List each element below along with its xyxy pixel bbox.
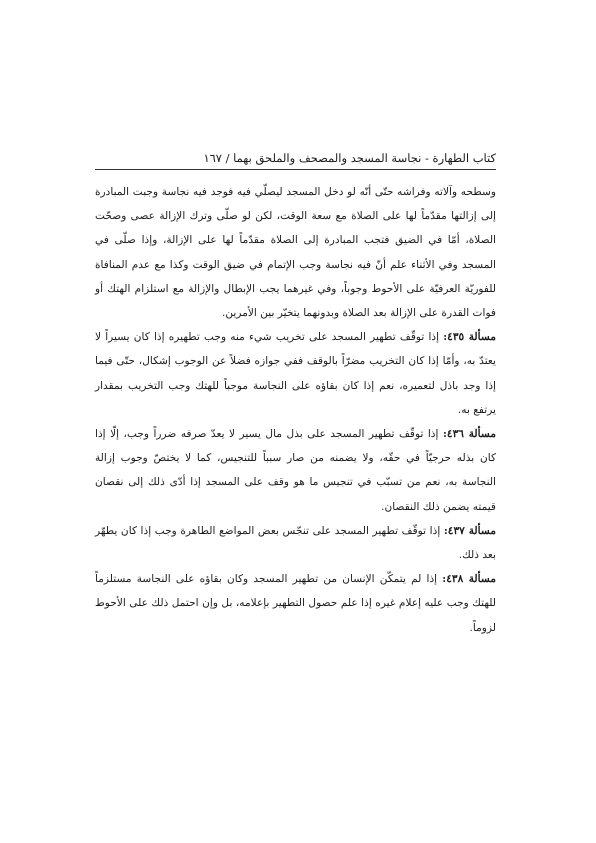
paragraph-text: إذا لم يتمكّن الإنسان من تطهير المسجد وكان بقاؤه على النجاسة مستلزماً للهتك وجب عليه إعلام غيره إذا علم حصول التطهير بإعلامه، بل وإن احتمل ذلك على الأحوط لزوماً. bbox=[95, 573, 496, 634]
masala-label: مسألة ٤٣٦: bbox=[442, 428, 497, 441]
masala-label: مسألة ٤٣٥: bbox=[443, 331, 496, 344]
paragraph-masala-438 bbox=[95, 567, 496, 640]
masala-label: مسألة ٤٣٧: bbox=[443, 524, 496, 537]
running-header bbox=[95, 150, 496, 166]
paragraph-masala-435 bbox=[95, 325, 496, 422]
running-title: كتاب الطهارة - نجاسة المسجد والمصحف والملحق بهما / ١٦٧ bbox=[203, 151, 496, 165]
paragraph-continuation bbox=[95, 180, 496, 325]
header-rule bbox=[95, 169, 496, 170]
paragraph-masala-437 bbox=[95, 519, 496, 567]
page-body bbox=[95, 180, 496, 640]
paragraph-text: إذا توقّف تطهير المسجد على بذل مال يسير لا يعدّ صرفه ضرراً وجب، إلّا إذا كان بذله حرجيّاً في حقّه، ولا يضمنه من صار سبباً للتنجيس، كما لا يختصّ وجوب إزالة النجاسة به، نعم من تسبّب في تنجيس ما هو وقف على المسجد إذا أدّى ذلك إلى نقصان قيمته يضمن ذلك النقصان. bbox=[95, 428, 496, 513]
masala-label: مسألة ٤٣٨: bbox=[442, 573, 496, 586]
paragraph-text: إذا توقّف تطهير المسجد على تخريب شيء منه وجب تطهيره إذا كان يسيراً لا يعتدّ به، وأمّا إذا كان التخريب مضرّاً بالوقف ففي جوازه فضلاً عن الوجوب إشكال، حتّى فيما إذا وجد باذل لتعميره، نعم إذا كان بقاؤه على النجاسة موجباً للهتك وجب التخريب بمقدار يرتفع به. bbox=[95, 331, 496, 416]
paragraph-masala-436 bbox=[95, 422, 496, 519]
paragraph-text: إذا توقّف تطهير المسجد على تنجّس بعض المواضع الطاهرة وجب إذا كان يطهّر بعد ذلك. bbox=[95, 524, 496, 562]
paragraph-text: وسطحه وآلاته وفراشه حتّى أنّه لو دخل المسجد ليصلّي فيه فوجد فيه نجاسة وجبت المبادرة إلى إزالتها مقدّماً لها على الصلاة مع سعة الوقت، لكن لو صلّى وترك الإزالة عصى وصحّت الصلاة، أمّا في الضيق فتجب المبادرة إلى الصلاة مقدّماً لها على الإزالة، وإذا صلّى في المسجد وفي الأثناء علم أنّ فيه نجاسة وجب الإتمام في ضيق الوقت وكذا مع عدم المنافاة للفوريّة العرفيّة على الأحوط وجوباً، وفي غيرهما يجب الإبطال والإزالة مع استلزام الهتك أو فوات القدرة على الإزالة بعد الصلاة وبدونهما يتخيّر بين الأمرين. bbox=[95, 186, 496, 320]
